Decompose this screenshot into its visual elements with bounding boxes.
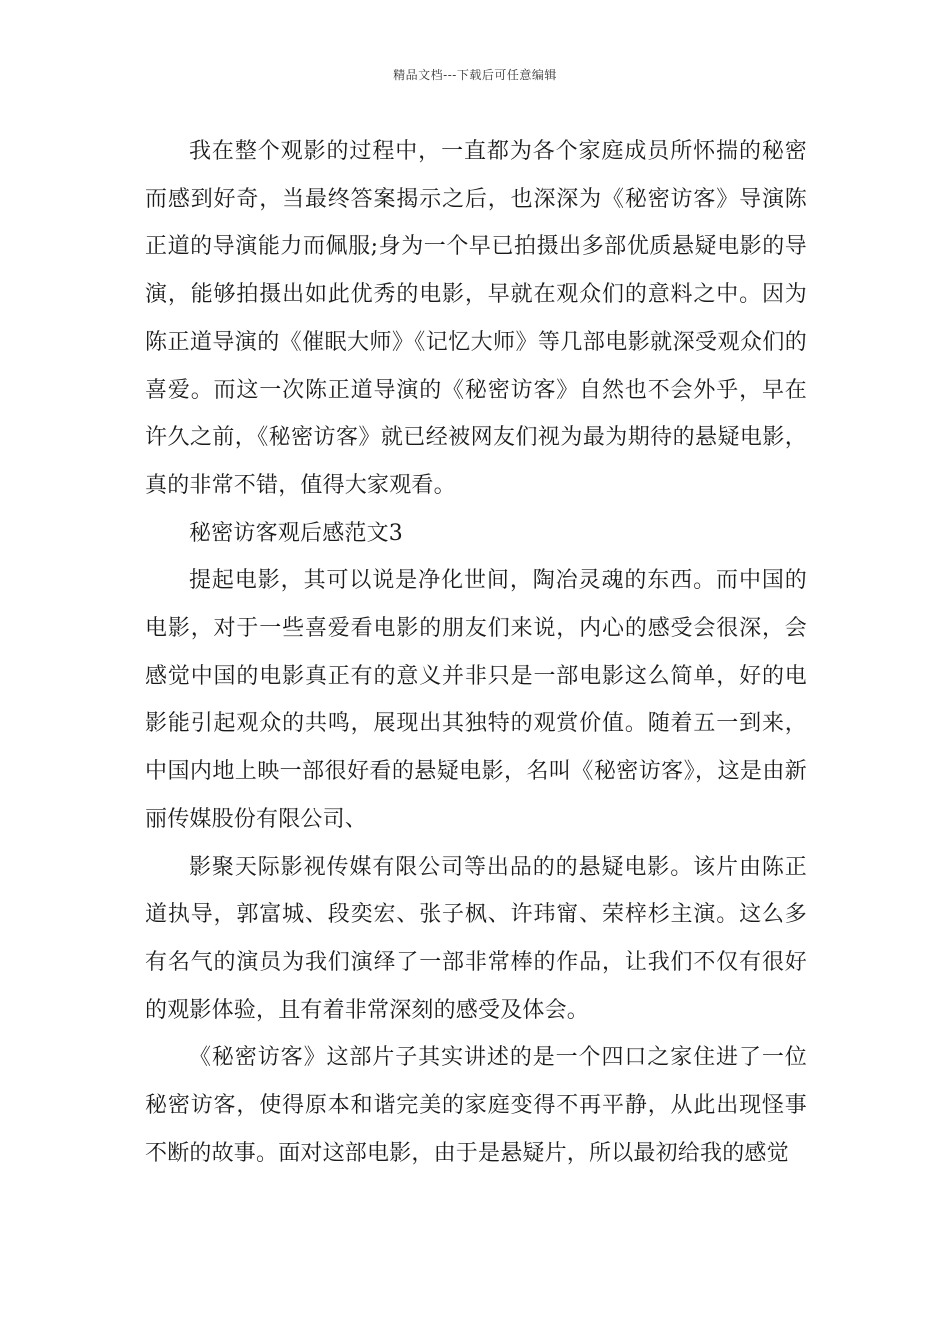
document-body — [145, 128, 807, 1177]
paragraph-4: 《秘密访客》这部片子其实讲述的是一个四口之家住进了一位秘密访客，使得原本和谐完美的家庭变得不再平静，从此出现怪事不断的故事。面对这部电影，由于是悬疑片，所以最初给我的感觉 — [145, 1045, 807, 1166]
paragraph-1: 我在整个观影的过程中，一直都为各个家庭成员所怀揣的秘密而感到好奇，当最终答案揭示之后，也深深为《秘密访客》导演陈正道的导演能力而佩服;身为一个早已拍摄出多部优质悬疑电影的导演，能够拍摄出如此优秀的电影，早就在观众们的意料之中。因为陈正道导演的《催眠大师》《记忆大师》等几部电影就深受观众们的喜爱。而这一次陈正道导演的《秘密访客》自然也不会外乎，早在许久之前，《秘密访客》就已经被网友们视为最为期待的悬疑电影，真的非常不错，值得大家观看。 — [145, 139, 807, 498]
paragraph-3: 影聚天际影视传媒有限公司等出品的的悬疑电影。该片由陈正道执导，郭富城、段奕宏、张子枫、许玮甯、荣梓杉主演。这么多有名气的演员为我们演绎了一部非常棒的作品，让我们不仅有很好的观影体验，且有着非常深刻的感受及体会。 — [145, 854, 807, 1023]
page-header: 精品文档---下载后可任意编辑 — [393, 68, 557, 82]
paragraph-2: 提起电影，其可以说是净化世间，陶冶灵魂的东西。而中国的电影，对于一些喜爱看电影的朋友们来说，内心的感受会很深，会感觉中国的电影真正有的意义并非只是一部电影这么简单，好的电影能引起观众的共鸣，展现出其独特的观赏价值。随着五一到来，中国内地上映一部很好看的悬疑电影，名叫《秘密访客》，这是由新丽传媒股份有限公司、 — [145, 568, 807, 832]
section-heading: 秘密访客观后感范文3 — [189, 520, 403, 546]
